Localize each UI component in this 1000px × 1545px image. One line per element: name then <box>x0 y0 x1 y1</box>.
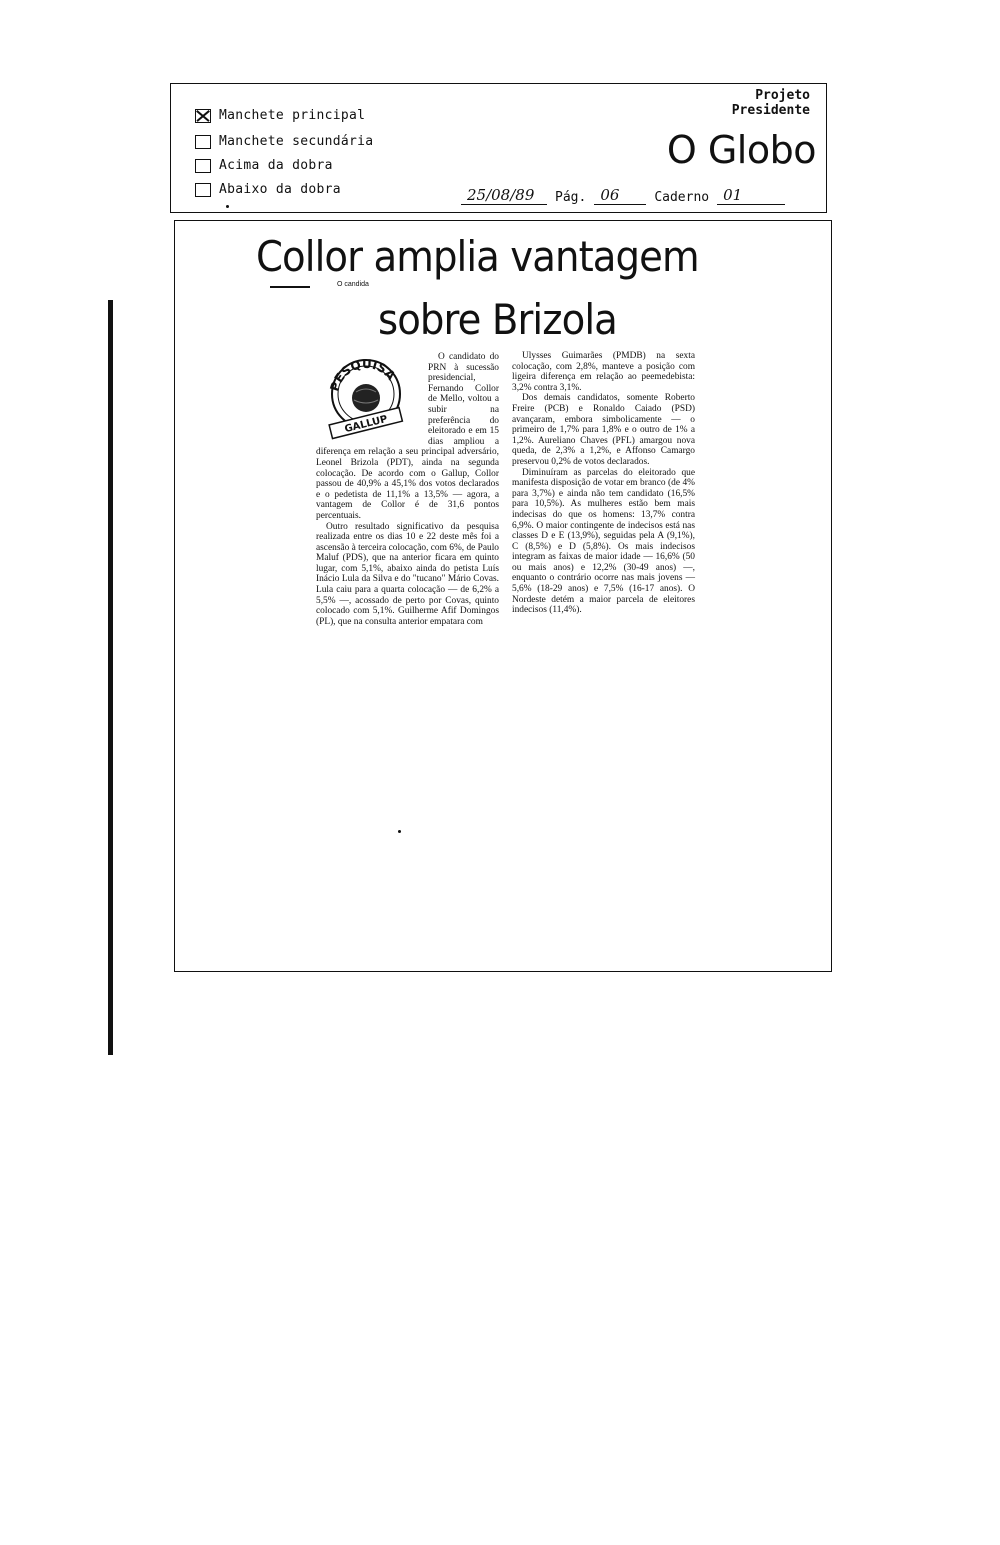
headline-line1: Collor amplia vantagem <box>256 232 699 281</box>
project-line2: Presidente <box>731 103 810 118</box>
checkbox-acima-da-dobra[interactable] <box>195 158 333 173</box>
checkbox-checked-icon[interactable] <box>195 109 211 123</box>
checkbox-label: Manchete secundária <box>219 134 374 149</box>
article-paragraph: Ulysses Guimarães (PMDB) na sexta colocação, com 2,8%, manteve a posição com ligeira diferença em relação ao peemedebista: 3,2% contra 3,1%. <box>512 351 695 393</box>
byline: O candida <box>337 281 369 288</box>
page-field: 06 <box>594 186 646 205</box>
checkbox-empty-icon[interactable] <box>195 159 211 173</box>
article-column-2 <box>512 351 695 616</box>
headline-line2: sobre Brizola <box>378 295 617 344</box>
article-paragraph: Diminuíram as parcelas do eleitorado que manifesta disposição de votar em branco (de 4% para 3,7%) e ainda não tem candidato (16,5% para 10,5%). As mulheres estão bem mais indecisas do que os homens: 13,7% contra 6,9%. O maior contingente de indecisos está nas classes D e E (13,9%), seguidas pela A (9,1%), C (8,5%) e D (5,8%). Os mais indecisos integram as faixas de maior idade — 16,6% (50 ou mais anos) e 12,2% (30-49 anos) —, enquanto o contrário ocorre nas mais jovens — 5,6% (18-29 anos) e 7,5% (16-17 anos). O Nordeste detém a maior parcela de eleitores indecisos (11,4%). <box>512 467 695 616</box>
checkbox-empty-icon[interactable] <box>195 135 211 149</box>
scan-speck <box>226 205 229 208</box>
project-label <box>732 88 810 118</box>
scan-edge-bar <box>108 300 113 1055</box>
newspaper-name: O Globo <box>666 128 816 172</box>
section-label: Caderno <box>654 190 710 205</box>
byline-rule <box>270 286 310 288</box>
logo-top-text: PESQUISA <box>327 356 399 393</box>
date-field: 25/08/89 <box>461 186 547 205</box>
section-field: 01 <box>717 186 785 205</box>
checkbox-manchete-principal[interactable] <box>195 108 365 123</box>
pesquisa-gallup-icon <box>316 352 424 442</box>
page-label: Pág. <box>555 190 587 205</box>
checkbox-empty-icon[interactable] <box>195 183 211 197</box>
scan-speck <box>398 830 401 833</box>
project-line1: Projeto <box>755 88 810 103</box>
gallup-logo <box>316 352 424 442</box>
article-paragraph: Outro resultado significativo da pesquisa realizada entre os dias 10 e 22 deste mês foi a ascensão à terceira colocação, com 6%, de Paulo Maluf (PDS), que na anterior ficara em quinto lugar, com 5,1%, abaixo ainda do petista Luís Inácio Lula da Silva e do "tucano" Mário Covas. Lula caiu para a quarta colocação — de 6,2% a 5,5% —, acossado de perto por Covas, quinto colocado com 5,1%. Guilherme Afif Domingos (PL), que na consulta anterior empatara com <box>316 521 499 627</box>
article-column-1 <box>316 352 499 627</box>
checkbox-label: Manchete principal <box>219 108 366 123</box>
clipping-meta-row <box>461 186 785 205</box>
checkbox-label: Acima da dobra <box>219 158 333 173</box>
article-paragraph: Dos demais candidatos, somente Roberto Freire (PCB) e Ronaldo Caiado (PSD) avançaram, embora simbolicamente — o primeiro de 1,7% para 1,8% e o outro de 1% a 1,2%. Aureliano Chaves (PFL) amargou nova queda, de 2,3% a 1,2%, e Affonso Camargo preservou 0,2% de votos declarados. <box>512 393 695 467</box>
checkbox-abaixo-da-dobra[interactable] <box>195 182 341 197</box>
checkbox-manchete-secundaria[interactable] <box>195 134 373 149</box>
logo-bottom-text: GALLUP <box>343 413 389 436</box>
clipping-header-form <box>170 83 827 213</box>
checkbox-label: Abaixo da dobra <box>219 182 341 197</box>
article-paragraph: O candidato do PRN à sucessão presidencial, Fernando Collor de Mello, voltou a subir na preferência do eleitorado e em 15 dias ampliou a diferença em relação a seu principal adversário, Leonel Brizola (PDT), ainda na segunda colocação. De acordo com o Gallup, Collor passou de 40,9% a 45,1% dos votos declarados e o pedetista de 11,1% a 13,5% — agora, a vantagem de Collor é de 31,6 pontos percentuais. <box>316 352 499 521</box>
